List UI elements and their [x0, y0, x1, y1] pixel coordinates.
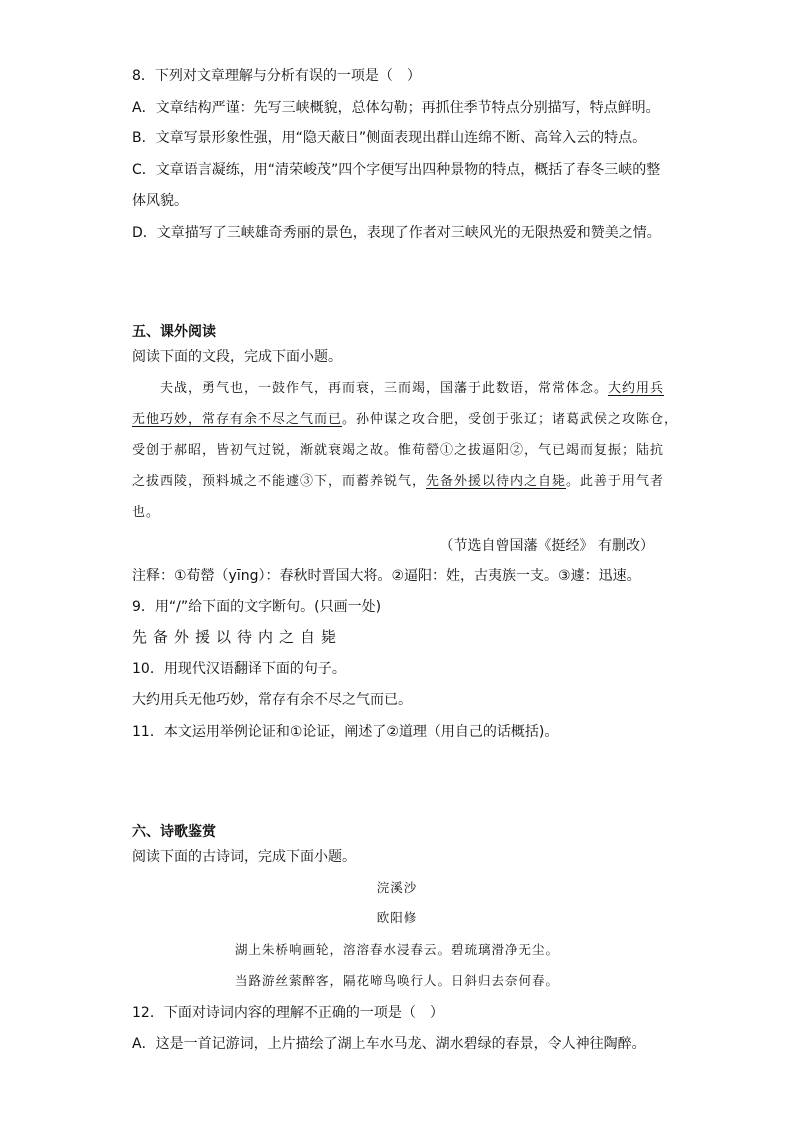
passage-underlined: 先备外援以待内之自毙	[426, 474, 567, 489]
passage-text: 之拔西陵，预料城之不能遽③下，而蓄养锐气，	[132, 474, 427, 489]
q8-option-b: B．文章写景形象性强，用“隐天蔽日”侧面表现出群山连绵不断、高耸入云的特点。	[132, 130, 647, 146]
q9-text: 先备外援以待内之自毙	[132, 628, 343, 646]
q8-stem: 8．下列对文章理解与分析有误的一项是（ ）	[132, 68, 421, 84]
section5-title: 五、课外阅读	[132, 324, 216, 340]
passage-text: 。此善于用气者	[566, 474, 665, 489]
passage-text: 夫战，勇气也，一鼓作气，再而衰，三而竭，国藩于此数语，常常体念。	[160, 381, 609, 396]
section5-instruction: 阅读下面的文段，完成下面小题。	[132, 349, 342, 365]
passage-notes: 注释：①荀罃（yīng）：春秋时晋国大将。②逼阳：姓，古夷族一支。③遽：迅速。	[132, 568, 641, 584]
passage-line-4	[132, 472, 664, 492]
section6-instruction: 阅读下面的古诗词，完成下面小题。	[132, 849, 356, 865]
poem-line-1: 湖上朱桥响画轮，溶溶春水浸春云。碧琉璃滑净无尘。	[234, 942, 559, 957]
q12-option-a: A．这是一首记游词，上片描绘了湖上车水马龙、湖水碧绿的春景，令人神往陶醉。	[132, 1036, 646, 1052]
passage-source: （节选自曾国藩《挺经》 有删改）	[439, 538, 654, 554]
q12-stem: 12．下面对诗词内容的理解不正确的一项是（ ）	[132, 1005, 444, 1021]
section6-title: 六、诗歌鉴赏	[132, 824, 216, 840]
passage-line-3: 受创于郝昭，皆初气过锐，渐就衰竭之故。惟荀罃①之拔逼阳②，气已竭而复振；陆抗	[132, 443, 665, 458]
passage-line-1	[160, 379, 664, 399]
passage-line-5: 也。	[132, 505, 161, 520]
poem-title: 浣溪沙	[376, 880, 418, 895]
passage-underlined: 无他巧妙，常存有余不尽之气而已	[132, 412, 343, 427]
passage-line-2	[132, 410, 678, 430]
q10-text: 大约用兵无他巧妙，常存有余不尽之气而已。	[132, 692, 412, 708]
passage-text: 。孙仲谋之攻合肥，受创于张辽；诸葛武侯之攻陈仓，	[342, 412, 679, 427]
q10-stem: 10．用现代汉语翻译下面的句子。	[132, 661, 346, 677]
q11-stem: 11．本文运用举例论证和①论证，阐述了②道理（用自己的话概括)。	[132, 724, 559, 740]
poem-author: 欧阳修	[376, 910, 418, 925]
q9-stem: 9．用“/”给下面的文字断句。(只画一处)	[132, 599, 382, 615]
q8-option-c: C．文章语言凝练，用“清荣峻茂”四个字便写出四种景物的特点，概括了春冬三峡的整	[132, 162, 661, 178]
passage-underlined: 大约用兵	[608, 381, 665, 396]
poem-line-2: 当路游丝萦醉客，隔花啼鸟唤行人。日斜归去奈何春。	[234, 973, 559, 988]
q8-option-c-cont: 体风貌。	[132, 193, 188, 209]
q8-option-d: D．文章描写了三峡雄奇秀丽的景色，表现了作者对三峡风光的无限热爱和赞美之情。	[132, 225, 661, 241]
q8-option-a: A．文章结构严谨：先写三峡概貌，总体勾勒；再抓住季节特点分别描写，特点鲜明。	[132, 100, 660, 116]
